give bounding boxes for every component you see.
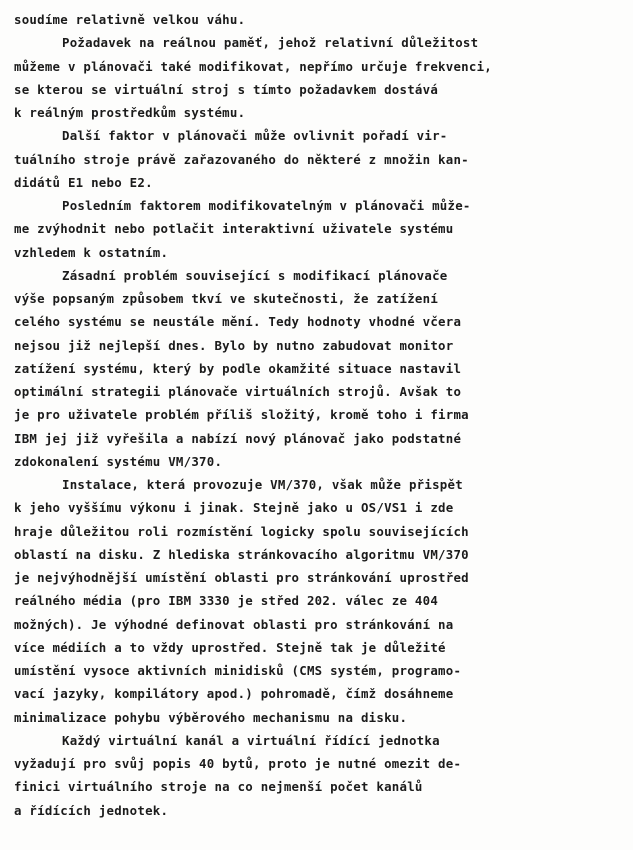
- text-line: minimalizace pohybu výběrového mechanismu na disku.: [14, 709, 408, 725]
- text-line: IBM jej již vyřešila a nabízí nový plánovač jako podstatné: [14, 430, 462, 446]
- text-line: Každý virtuální kanál a virtuální řídící jednotka: [62, 732, 440, 748]
- text-line: Požadavek na reálnou paměť, jehož relativní důležitost: [62, 35, 479, 51]
- document-text: [14, 8, 626, 822]
- text-line: vzhledem k ostatním.: [14, 244, 169, 260]
- text-line: optimální strategii plánovače virtuálních strojů. Avšak to: [14, 384, 462, 399]
- text-line: se kterou se virtuální stroj s tímto požadavkem dostává: [14, 81, 439, 97]
- text-line: vací jazyky, kompilátory apod.) pohromadě, čímž dosáhneme: [14, 686, 454, 702]
- text-line: k jeho vyššímu výkonu i jinak. Stejně jako u OS/VS1 i zde: [14, 500, 454, 516]
- text-line: hraje důležitou roli rozmístění logicky spolu souvisejících: [14, 523, 469, 539]
- text-line: možných). Je výhodné definovat oblasti pro stránkování na: [14, 616, 454, 632]
- text-line: Zásadní problém související s modifikací plánovače: [62, 267, 448, 283]
- text-line: me zvýhodnit nebo potlačit interaktivní uživatele systému: [14, 221, 454, 237]
- text-line: zatížení systému, který by podle okamžité situace nastavil: [14, 360, 462, 376]
- text-line: reálného média (pro IBM 3330 je střed 202. válec ze 404: [14, 593, 439, 609]
- text-line: umístění vysoce aktivních minidisků (CMS systém, programo-: [14, 663, 462, 678]
- text-line: finici virtuálního stroje na co nejmenší počet kanálů: [14, 779, 423, 795]
- text-line: tuálního stroje právě zařazovaného do některé z množin kan-: [14, 151, 469, 167]
- text-line: můžeme v plánovači také modifikovat, nepřímo určuje frekvenci,: [14, 58, 493, 74]
- text-line: k reálným prostředkům systému.: [14, 105, 246, 120]
- text-line: zdokonalení systému VM/370.: [14, 453, 223, 469]
- text-line: oblastí na disku. Z hlediska stránkovacího algoritmu VM/370: [14, 546, 469, 562]
- text-line: je nejvýhodnější umístění oblasti pro stránkování uprostřed: [14, 570, 469, 585]
- text-line: výše popsaným způsobem tkví ve skutečnosti, že zatížení: [14, 291, 439, 306]
- text-line: a řídících jednotek.: [14, 802, 169, 818]
- text-line: Instalace, která provozuje VM/370, však může přispět: [62, 477, 463, 492]
- text-line: celého systému se neustále mění. Tedy hodnoty vhodné včera: [14, 314, 462, 330]
- text-line: vyžadují pro svůj popis 40 bytů, proto je nutné omezit de-: [14, 756, 462, 771]
- text-line: nejsou již nejlepší dnes. Bylo by nutno zabudovat monitor: [14, 337, 454, 353]
- text-line: soudíme relativně velkou váhu.: [14, 12, 246, 27]
- text-line: Posledním faktorem modifikovatelným v plánovači může-: [62, 198, 471, 213]
- text-line: více médiích a to vždy uprostřed. Stejně tak je důležité: [14, 639, 446, 655]
- text-line: didátů E1 nebo E2.: [14, 174, 153, 190]
- text-line: je pro uživatele problém příliš složitý, kromě toho i firma: [14, 407, 469, 423]
- text-line: Další faktor v plánovači může ovlivnit pořadí vir-: [62, 128, 448, 144]
